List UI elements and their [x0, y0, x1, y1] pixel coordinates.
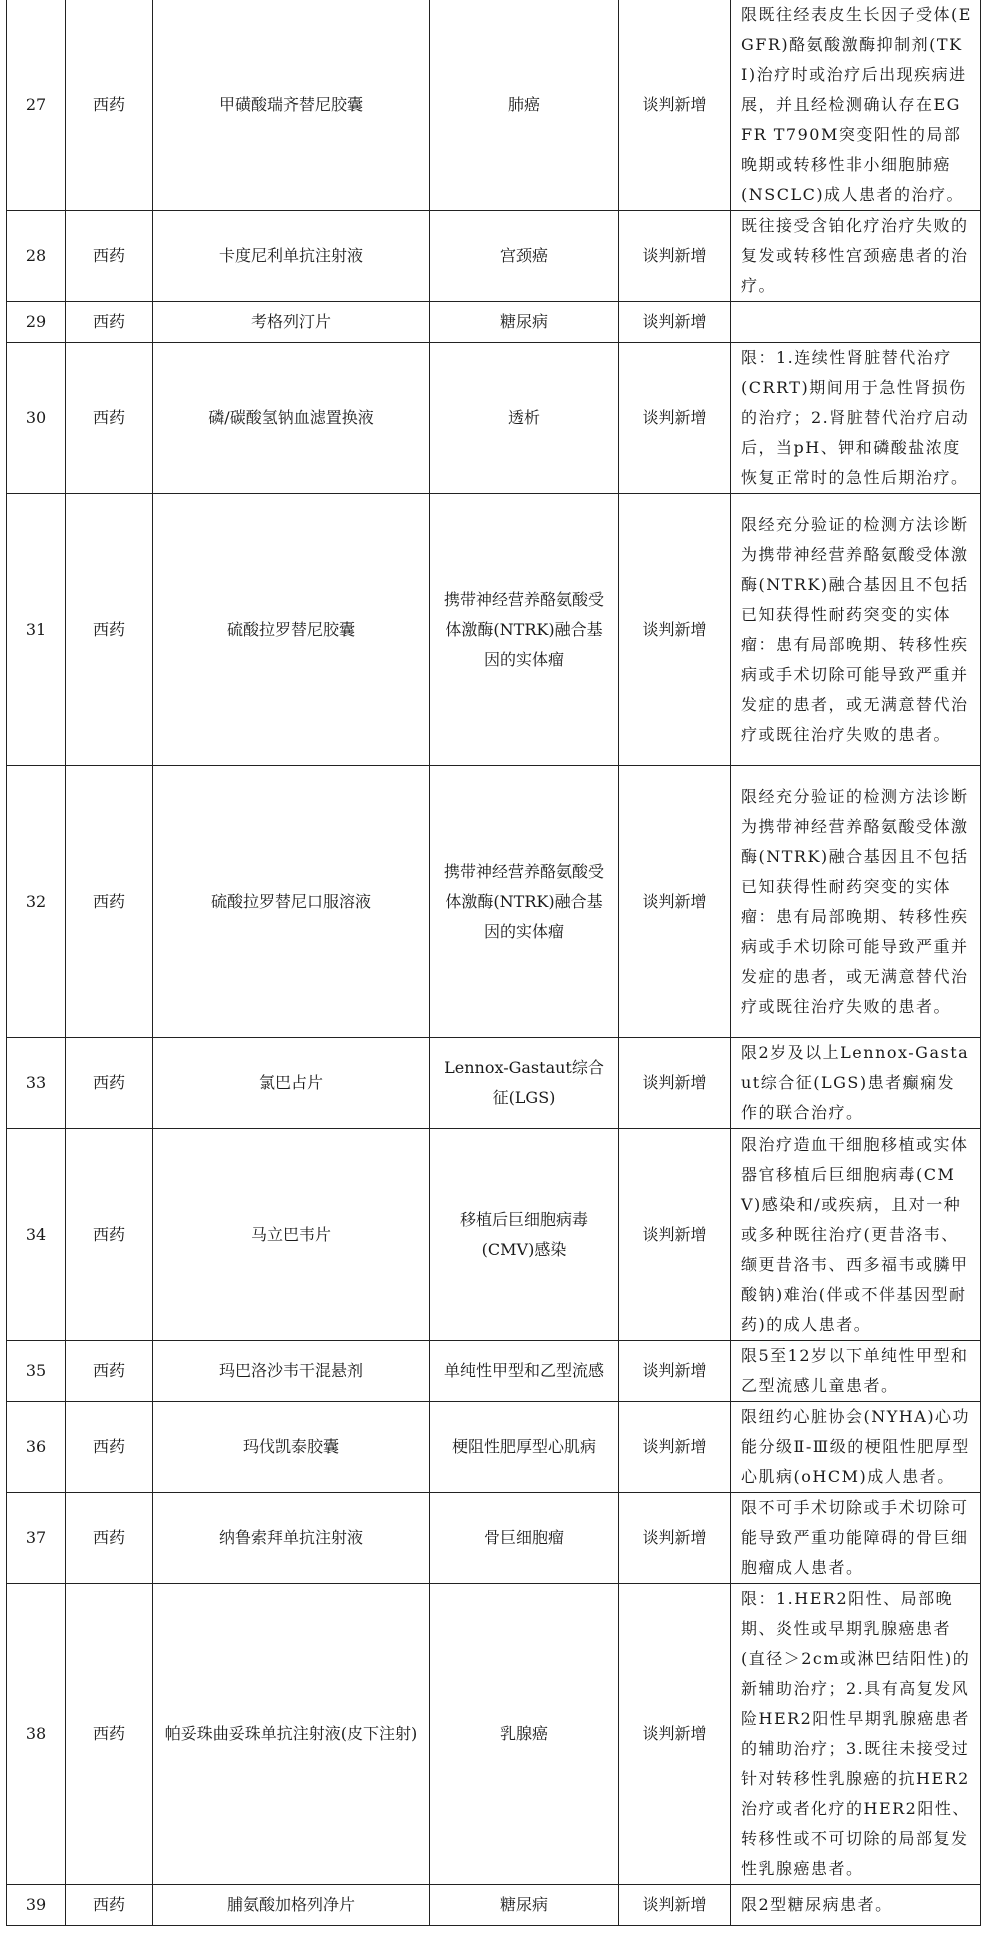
table-row — [7, 766, 981, 1038]
drug-name: 硫酸拉罗替尼胶囊 — [153, 494, 430, 766]
listing-type: 谈判新增 — [619, 1341, 731, 1402]
drug-category: 西药 — [66, 1129, 153, 1341]
table-row — [7, 211, 981, 302]
drug-category: 西药 — [66, 1493, 153, 1584]
listing-type: 谈判新增 — [619, 302, 731, 343]
row-number: 29 — [7, 302, 66, 343]
drug-category: 西药 — [66, 1885, 153, 1926]
drug-category: 西药 — [66, 494, 153, 766]
indication: 梗阻性肥厚型心肌病 — [430, 1402, 619, 1493]
restriction-note: 限2岁及以上Lennox-Gastaut综合征(LGS)患者癫痫发作的联合治疗。 — [731, 1038, 981, 1129]
table-row — [7, 1341, 981, 1402]
indication: 肺癌 — [430, 0, 619, 211]
restriction-note: 限5至12岁以下单纯性甲型和乙型流感儿童患者。 — [731, 1341, 981, 1402]
drug-category: 西药 — [66, 766, 153, 1038]
row-number: 27 — [7, 0, 66, 211]
row-number: 28 — [7, 211, 66, 302]
restriction-note: 限纽约心脏协会(NYHA)心功能分级Ⅱ-Ⅲ级的梗阻性肥厚型心肌病(oHCM)成人患者。 — [731, 1402, 981, 1493]
listing-type: 谈判新增 — [619, 1038, 731, 1129]
indication: 乳腺癌 — [430, 1584, 619, 1885]
restriction-note: 限：1.HER2阳性、局部晚期、炎性或早期乳腺癌患者(直径＞2cm或淋巴结阳性)的新辅助治疗；2.具有高复发风险HER2阳性早期乳腺癌患者的辅助治疗；3.既往未接受过针对转移性乳腺癌的抗HER2治疗或者化疗的HER2阳性、转移性或不可切除的局部复发性乳腺癌患者。 — [731, 1584, 981, 1885]
drug-name: 玛伐凯泰胶囊 — [153, 1402, 430, 1493]
restriction-note: 限经充分验证的检测方法诊断为携带神经营养酪氨酸受体激酶(NTRK)融合基因且不包括已知获得性耐药突变的实体瘤：患有局部晚期、转移性疾病或手术切除可能导致严重并发症的患者，或无满意替代治疗或既往治疗失败的患者。 — [731, 494, 981, 766]
restriction-note: 限既往经表皮生长因子受体(EGFR)酪氨酸激酶抑制剂(TKI)治疗时或治疗后出现疾病进展，并且经检测确认存在EGFR T790M突变阳性的局部晚期或转移性非小细胞肺癌(NSCLC)成人患者的治疗。 — [731, 0, 981, 211]
listing-type: 谈判新增 — [619, 1402, 731, 1493]
drug-name: 氯巴占片 — [153, 1038, 430, 1129]
restriction-note: 限治疗造血干细胞移植或实体器官移植后巨细胞病毒(CMV)感染和/或疾病，且对一种或多种既往治疗(更昔洛韦、缬更昔洛韦、西多福韦或膦甲酸钠)难治(伴或不伴基因型耐药)的成人患者。 — [731, 1129, 981, 1341]
row-number: 37 — [7, 1493, 66, 1584]
listing-type: 谈判新增 — [619, 211, 731, 302]
drug-category: 西药 — [66, 343, 153, 494]
row-number: 34 — [7, 1129, 66, 1341]
drug-name: 脯氨酸加格列净片 — [153, 1885, 430, 1926]
row-number: 38 — [7, 1584, 66, 1885]
drug-category: 西药 — [66, 302, 153, 343]
table-row — [7, 1402, 981, 1493]
row-number: 39 — [7, 1885, 66, 1926]
listing-type: 谈判新增 — [619, 1129, 731, 1341]
restriction-note: 限2型糖尿病患者。 — [731, 1885, 981, 1926]
table-row — [7, 1493, 981, 1584]
table-row — [7, 1885, 981, 1926]
row-number: 33 — [7, 1038, 66, 1129]
drug-name: 硫酸拉罗替尼口服溶液 — [153, 766, 430, 1038]
listing-type: 谈判新增 — [619, 1493, 731, 1584]
row-number: 32 — [7, 766, 66, 1038]
indication: Lennox-Gastaut综合征(LGS) — [430, 1038, 619, 1129]
drug-table — [6, 0, 981, 1926]
indication: 透析 — [430, 343, 619, 494]
drug-category: 西药 — [66, 1402, 153, 1493]
restriction-note: 限不可手术切除或手术切除可能导致严重功能障碍的骨巨细胞瘤成人患者。 — [731, 1493, 981, 1584]
indication: 移植后巨细胞病毒(CMV)感染 — [430, 1129, 619, 1341]
listing-type: 谈判新增 — [619, 343, 731, 494]
table-row — [7, 0, 981, 211]
drug-category: 西药 — [66, 1584, 153, 1885]
indication: 糖尿病 — [430, 1885, 619, 1926]
drug-category: 西药 — [66, 0, 153, 211]
drug-name: 纳鲁索拜单抗注射液 — [153, 1493, 430, 1584]
indication: 糖尿病 — [430, 302, 619, 343]
indication: 宫颈癌 — [430, 211, 619, 302]
row-number: 31 — [7, 494, 66, 766]
indication: 单纯性甲型和乙型流感 — [430, 1341, 619, 1402]
row-number: 35 — [7, 1341, 66, 1402]
row-number: 30 — [7, 343, 66, 494]
row-number: 36 — [7, 1402, 66, 1493]
table-row — [7, 343, 981, 494]
drug-category: 西药 — [66, 211, 153, 302]
listing-type: 谈判新增 — [619, 0, 731, 211]
drug-name: 考格列汀片 — [153, 302, 430, 343]
drug-category: 西药 — [66, 1341, 153, 1402]
listing-type: 谈判新增 — [619, 766, 731, 1038]
drug-name: 磷/碳酸氢钠血滤置换液 — [153, 343, 430, 494]
drug-category: 西药 — [66, 1038, 153, 1129]
listing-type: 谈判新增 — [619, 494, 731, 766]
drug-name: 甲磺酸瑞齐替尼胶囊 — [153, 0, 430, 211]
listing-type: 谈判新增 — [619, 1584, 731, 1885]
listing-type: 谈判新增 — [619, 1885, 731, 1926]
indication: 携带神经营养酪氨酸受体激酶(NTRK)融合基因的实体瘤 — [430, 766, 619, 1038]
indication: 携带神经营养酪氨酸受体激酶(NTRK)融合基因的实体瘤 — [430, 494, 619, 766]
table-row — [7, 494, 981, 766]
drug-name: 帕妥珠曲妥珠单抗注射液(皮下注射) — [153, 1584, 430, 1885]
table-row — [7, 1129, 981, 1341]
restriction-note — [731, 302, 981, 343]
table-row — [7, 302, 981, 343]
indication: 骨巨细胞瘤 — [430, 1493, 619, 1584]
table-row — [7, 1038, 981, 1129]
restriction-note: 限：1.连续性肾脏替代治疗(CRRT)期间用于急性肾损伤的治疗；2.肾脏替代治疗启动后，当pH、钾和磷酸盐浓度恢复正常时的急性后期治疗。 — [731, 343, 981, 494]
restriction-note: 既往接受含铂化疗治疗失败的复发或转移性宫颈癌患者的治疗。 — [731, 211, 981, 302]
drug-name: 玛巴洛沙韦干混悬剂 — [153, 1341, 430, 1402]
drug-name: 马立巴韦片 — [153, 1129, 430, 1341]
restriction-note: 限经充分验证的检测方法诊断为携带神经营养酪氨酸受体激酶(NTRK)融合基因且不包括已知获得性耐药突变的实体瘤：患有局部晚期、转移性疾病或手术切除可能导致严重并发症的患者，或无满意替代治疗或既往治疗失败的患者。 — [731, 766, 981, 1038]
table-row — [7, 1584, 981, 1885]
drug-name: 卡度尼利单抗注射液 — [153, 211, 430, 302]
